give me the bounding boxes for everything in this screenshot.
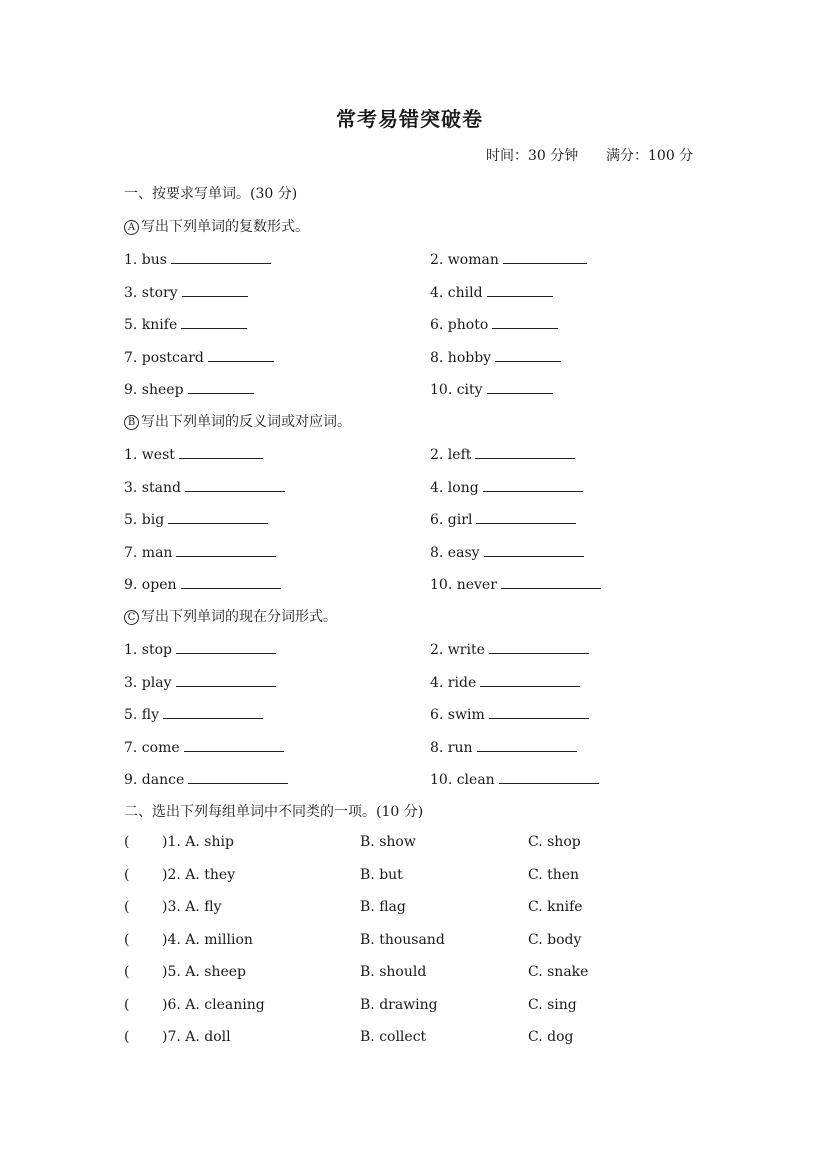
section1-heading: 一、按要求写单词。(30 分): [124, 186, 298, 202]
answer-blank[interactable]: [483, 477, 583, 492]
answer-blank[interactable]: [182, 282, 248, 297]
partC-item: [430, 737, 577, 756]
question-paren[interactable]: (: [124, 899, 130, 915]
question-option-a: )4. A. million: [162, 932, 253, 948]
partB-item: [124, 574, 281, 593]
answer-blank[interactable]: [176, 542, 276, 557]
question-paren[interactable]: (: [124, 1029, 130, 1045]
partA-marker: A: [124, 220, 139, 235]
partB-instruction: [124, 411, 351, 431]
answer-blank[interactable]: [208, 347, 274, 362]
answer-blank[interactable]: [475, 444, 575, 459]
partA-item: [430, 282, 553, 301]
partB-item: [124, 444, 263, 463]
item-label: 10. clean: [430, 772, 495, 788]
question-option-b: B. show: [360, 834, 416, 850]
question-option-b: B. flag: [360, 899, 406, 915]
answer-blank[interactable]: [487, 379, 553, 394]
page-title: 常考易错突破卷: [336, 107, 483, 131]
answer-blank[interactable]: [501, 574, 601, 589]
partA-item: [124, 347, 274, 366]
answer-blank[interactable]: [489, 704, 589, 719]
answer-blank[interactable]: [499, 769, 599, 784]
item-label: 4. child: [430, 285, 483, 301]
question-option-a: )1. A. ship: [162, 834, 234, 850]
question-option-c: C. snake: [528, 964, 589, 980]
item-label: 1. west: [124, 447, 175, 463]
partA-item: [430, 347, 561, 366]
partB-item: [430, 542, 584, 561]
partA-instruction-text: 写出下列单词的复数形式。: [141, 219, 309, 235]
answer-blank[interactable]: [179, 444, 263, 459]
partA-instruction: [124, 216, 309, 236]
question-option-c: C. then: [528, 867, 580, 883]
answer-blank[interactable]: [487, 282, 553, 297]
item-label: 10. city: [430, 382, 483, 398]
answer-blank[interactable]: [480, 672, 580, 687]
answer-blank[interactable]: [503, 249, 587, 264]
item-label: 9. open: [124, 577, 177, 593]
question-option-a: )7. A. doll: [162, 1029, 231, 1045]
item-label: 8. hobby: [430, 350, 492, 366]
item-label: 2. woman: [430, 252, 499, 268]
partB-item: [430, 444, 575, 463]
question-option-c: C. knife: [528, 899, 583, 915]
answer-blank[interactable]: [176, 672, 276, 687]
question-option-a: )2. A. they: [162, 867, 236, 883]
answer-blank[interactable]: [477, 737, 577, 752]
item-label: 6. girl: [430, 512, 473, 528]
item-label: 10. never: [430, 577, 497, 593]
answer-blank[interactable]: [176, 639, 276, 654]
question-option-a: )3. A. fly: [162, 899, 222, 915]
partC-item: [124, 672, 276, 691]
score-label: 满分：100 分: [606, 148, 694, 164]
question-paren[interactable]: (: [124, 834, 130, 850]
partC-item: [430, 769, 599, 788]
question-option-c: C. body: [528, 932, 582, 948]
section2-heading: 二、选出下列每组单词中不同类的一项。(10 分): [124, 804, 424, 820]
answer-blank[interactable]: [171, 249, 271, 264]
partC-item: [124, 704, 263, 723]
item-label: 7. postcard: [124, 350, 204, 366]
answer-blank[interactable]: [163, 704, 263, 719]
question-paren[interactable]: (: [124, 997, 130, 1013]
partB-item: [430, 477, 583, 496]
answer-blank[interactable]: [484, 542, 584, 557]
partB-item: [124, 477, 285, 496]
question-paren[interactable]: (: [124, 932, 130, 948]
item-label: 5. fly: [124, 707, 160, 723]
partA-item: [430, 379, 553, 398]
partB-marker: B: [124, 415, 139, 430]
question-paren[interactable]: (: [124, 964, 130, 980]
item-label: 9. dance: [124, 772, 185, 788]
partC-item: [124, 769, 288, 788]
item-label: 6. photo: [430, 317, 489, 333]
question-option-b: B. collect: [360, 1029, 427, 1045]
item-label: 2. left: [430, 447, 472, 463]
partA-item: [430, 314, 558, 333]
partC-item: [430, 704, 589, 723]
item-label: 8. easy: [430, 545, 480, 561]
partA-item: [124, 249, 271, 268]
item-label: 3. stand: [124, 480, 181, 496]
answer-blank[interactable]: [181, 574, 281, 589]
partC-instruction-text: 写出下列单词的现在分词形式。: [141, 609, 337, 625]
answer-blank[interactable]: [188, 769, 288, 784]
partC-marker: C: [124, 610, 139, 625]
partC-item: [124, 639, 276, 658]
partC-instruction: [124, 606, 337, 626]
answer-blank[interactable]: [489, 639, 589, 654]
partC-item: [430, 672, 580, 691]
item-label: 8. run: [430, 740, 473, 756]
question-option-c: C. shop: [528, 834, 581, 850]
question-option-c: C. dog: [528, 1029, 574, 1045]
partB-instruction-text: 写出下列单词的反义词或对应词。: [141, 414, 351, 430]
item-label: 5. knife: [124, 317, 178, 333]
answer-blank[interactable]: [168, 509, 268, 524]
partA-item: [430, 249, 587, 268]
question-paren[interactable]: (: [124, 867, 130, 883]
answer-blank[interactable]: [181, 314, 247, 329]
partC-item: [430, 639, 589, 658]
item-label: 1. stop: [124, 642, 173, 658]
partA-item: [124, 282, 248, 301]
answer-blank[interactable]: [492, 314, 558, 329]
question-option-a: )5. A. sheep: [162, 964, 247, 980]
item-label: 4. ride: [430, 675, 477, 691]
answer-blank[interactable]: [495, 347, 561, 362]
partA-item: [124, 379, 254, 398]
question-option-b: B. drawing: [360, 997, 438, 1013]
time-label: 时间：30 分钟: [486, 148, 579, 164]
item-label: 7. come: [124, 740, 180, 756]
answer-blank[interactable]: [184, 737, 284, 752]
question-option-a: )6. A. cleaning: [162, 997, 265, 1013]
answer-blank[interactable]: [188, 379, 254, 394]
answer-blank[interactable]: [476, 509, 576, 524]
item-label: 2. write: [430, 642, 485, 658]
item-label: 4. long: [430, 480, 479, 496]
item-label: 3. story: [124, 285, 178, 301]
partB-item: [124, 509, 268, 528]
question-option-b: B. should: [360, 964, 427, 980]
item-label: 3. play: [124, 675, 172, 691]
question-option-b: B. but: [360, 867, 403, 883]
partA-item: [124, 314, 247, 333]
question-option-c: C. sing: [528, 997, 577, 1013]
partB-item: [124, 542, 276, 561]
item-label: 6. swim: [430, 707, 485, 723]
partC-item: [124, 737, 284, 756]
answer-blank[interactable]: [185, 477, 285, 492]
item-label: 5. big: [124, 512, 165, 528]
item-label: 9. sheep: [124, 382, 184, 398]
question-option-b: B. thousand: [360, 932, 445, 948]
item-label: 7. man: [124, 545, 173, 561]
item-label: 1. bus: [124, 252, 167, 268]
partB-item: [430, 509, 576, 528]
partB-item: [430, 574, 601, 593]
